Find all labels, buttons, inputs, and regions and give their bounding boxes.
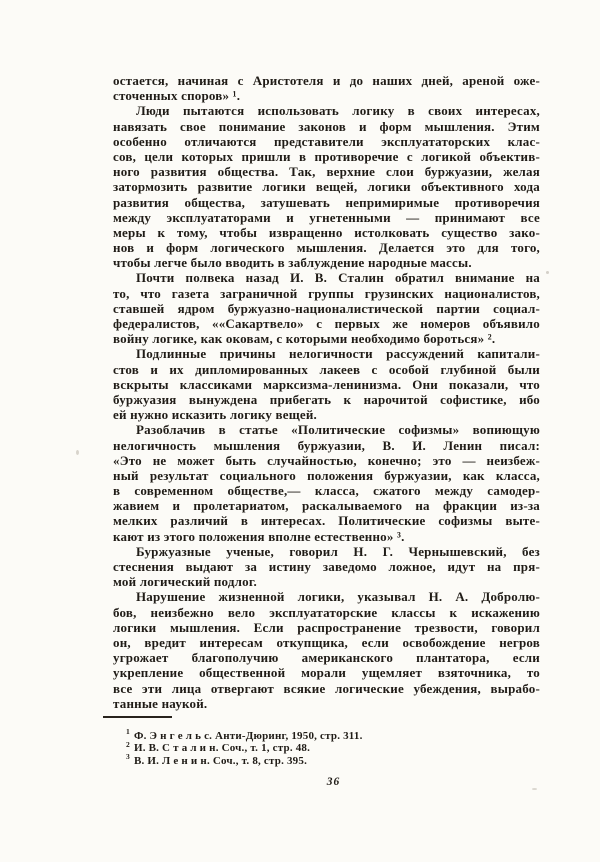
text-line: буржуазия вынуждена прибегать к нарочитой софистике, ибо [113, 391, 540, 407]
text-line: то, что газета заграничной группы грузинских националистов, [113, 285, 540, 301]
body-text [113, 73, 540, 711]
text-line: ей нужно исказить логику вещей. [113, 407, 317, 423]
text-line: остается, начиная с Аристотеля и до наших дней, ареной оже- [113, 73, 540, 88]
text-line: Люди пытаются использовать логику в своих интересах, [136, 103, 540, 119]
text-line: Подлинные причины нелогичности рассуждений капитали- [136, 346, 540, 362]
text-line: Разоблачив в статье «Политические софизмы» вопиющую [136, 422, 540, 438]
text-line: в современном обществе,— класса, сжатого между самодер- [113, 483, 540, 499]
text-line: затормозить развитие логики вещей, логики объективного хода [113, 179, 540, 195]
text-line: кают из этого положения вполне естественно» ³. [113, 528, 405, 544]
text-line: ный результат социального положения буржуазии, как класса, [113, 467, 540, 483]
scan-speck [546, 271, 549, 274]
text-line: «Это не может быть случайностью, конечно; это — неизбеж- [113, 452, 540, 468]
text-line: войну логике, как оковам, с которыми необходимо бороться» ². [113, 331, 496, 347]
scan-speck [532, 788, 537, 790]
text-line: бов, неизбежно вело эксплуататорские классы к искажению [113, 604, 540, 620]
text-line: вскрыты классиками марксизма-ленинизма. Они показали, что [113, 376, 540, 392]
text-line: особенно отличаются представители эксплуататорских клас- [113, 133, 540, 149]
footnote-text: Ф. Э н г е л ь с. Анти-Дюринг, 1950, стр. 311. [133, 730, 363, 742]
text-line: федералистов, ««Сакартвело» с первых же номеров объявило [113, 316, 540, 331]
footnotes [113, 727, 540, 767]
footnote [113, 751, 540, 767]
text-line: все эти лица отвергают всякие логические убеждения, вырабо- [113, 680, 540, 696]
text-line: Почти полвека назад И. В. Сталин обратил внимание на [136, 270, 540, 286]
text-line: нов и форм логического мышления. Делается это для того, [113, 240, 540, 256]
scan-speck [76, 450, 79, 455]
text-line: сов, цели которых пришли в противоречие с логикой объектив- [113, 148, 540, 164]
text-line: ного развития общества. Так, верхние слои буржуазии, желая [113, 164, 540, 180]
text-line: угрожает благополучию американского плантатора, если [113, 650, 540, 666]
text-line: ставшей ядром буржуазно-националистической партии социал- [113, 300, 540, 316]
footnote-marker: 2 [126, 739, 130, 749]
text-line: развития общества, затушевать непримиримые противоречия [113, 194, 540, 210]
footnote [113, 739, 540, 755]
text-line: укрепление общественной морали ущемляет взяточника, то [113, 665, 540, 681]
footnote-text: И. В. С т а л и н. Соч., т. 1, стр. 48. [133, 742, 311, 755]
text-line: стов и их дипломированных лакеев с особой глубиной были [113, 361, 540, 377]
text-line: нелогичность мышления буржуазии, В. И. Ленин писал: [113, 437, 540, 453]
footnote-divider [103, 716, 172, 718]
text-line: Нарушение жизненной логики, указывал Н. А. Добролю- [136, 589, 540, 605]
text-line: логики мышления. Если распространение трезвости, говорил [113, 619, 540, 635]
text-line: чтобы легче было вводить в заблуждение народные массы. [113, 255, 472, 271]
text-line: навязать свое понимание законов и форм мышления. Этим [113, 118, 540, 134]
text-line: мой логический подлог. [113, 574, 257, 590]
text-line: между эксплуататорами и угнетенными — принимают все [113, 209, 540, 225]
footnote-text: В. И. Л е н и н. Соч., т. 8, стр. 395. [133, 754, 308, 767]
text-line: Буржуазные ученые, говорил Н. Г. Чернышевский, без [136, 543, 540, 559]
page-number: 36 [326, 776, 341, 788]
footnote-marker: 3 [126, 751, 130, 761]
text-line: меры к тому, чтобы извращенно истолковать существо зако- [113, 224, 540, 240]
footnote [113, 727, 540, 742]
text-line: танные наукой. [113, 695, 208, 711]
text-line: стеснения выдают за истину заведомо ложное, идут на пря- [113, 559, 540, 574]
text-line: сточенных споров» ¹. [113, 88, 241, 104]
footnote-marker: 1 [126, 727, 130, 737]
text-line: он, вредит интересам откупщика, если освобождение негров [113, 634, 540, 650]
text-line: мелких различий в интересах. Политические софизмы выте- [113, 513, 540, 529]
text-line: жавием и пролетариатом, раскалываемого на фракции из-за [113, 498, 540, 514]
